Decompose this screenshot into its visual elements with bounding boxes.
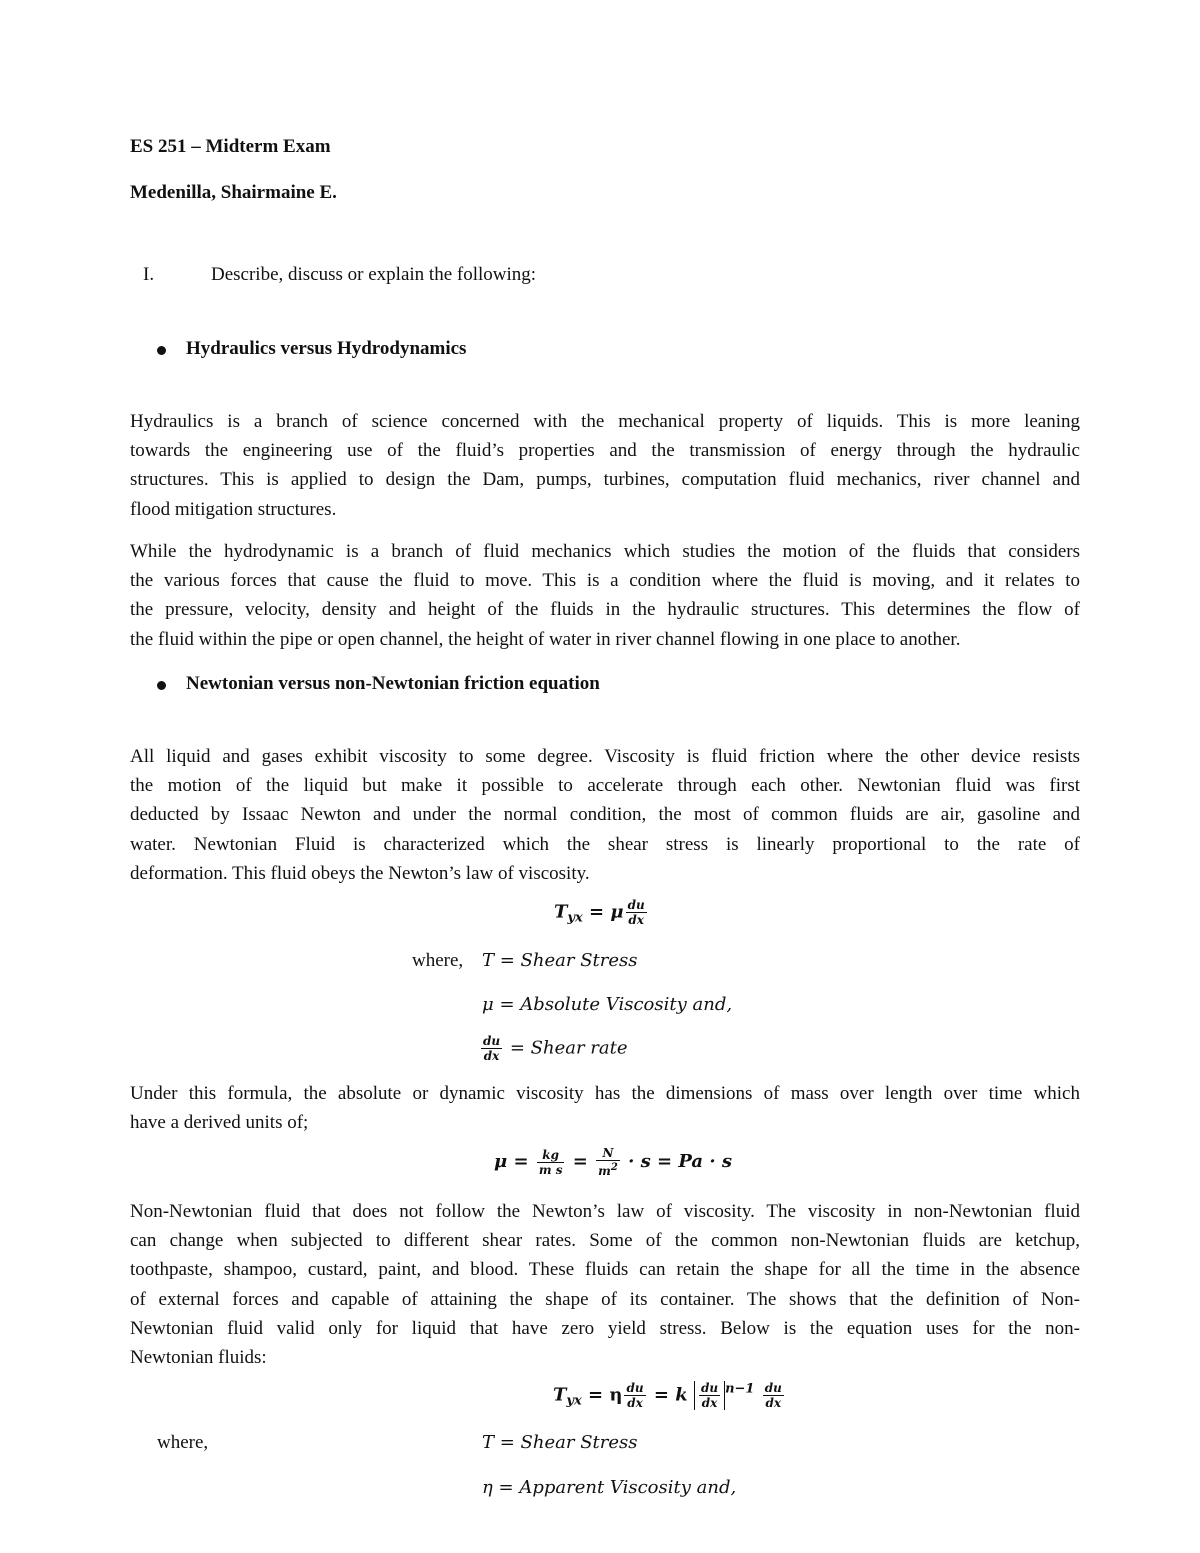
- eq-fraction: [763, 1381, 784, 1410]
- frac-numerator: du: [483, 1034, 501, 1048]
- text-line: can change when subjected to different shear rates. Some of the common non-Newtonian fluids are ketchup,: [130, 1230, 1080, 1252]
- absolute-value: [694, 1381, 725, 1410]
- def-text: = Absolute Viscosity and,: [499, 994, 733, 1015]
- frac-denominator: dx: [483, 1049, 500, 1063]
- text-line: toothpaste, shampoo, custard, paint, and blood. These fluids can retain the shape for all the time in the absence: [130, 1259, 1080, 1281]
- eq-fraction: [596, 1146, 620, 1178]
- def-shear-stress-2: [482, 1432, 637, 1453]
- frac-denominator: [596, 1161, 620, 1178]
- text-line: flood mitigation structures.: [130, 498, 337, 520]
- non-newtonian-equation: [553, 1381, 786, 1410]
- eq-lhs: T: [553, 1384, 567, 1406]
- topic2-paragraph-2: [130, 1079, 1080, 1137]
- def-symbol: η: [482, 1477, 493, 1498]
- frac-denominator: dx: [701, 1396, 718, 1410]
- frac-numerator: du: [764, 1381, 782, 1395]
- text-line: the pressure, velocity, density and height of the fluids in the hydraulic structures. This determines the flow of: [130, 599, 1080, 621]
- eq-sign: =: [572, 1151, 588, 1172]
- text-line: structures. This is applied to design the Dam, pumps, turbines, computation fluid mechanics, river channel and: [130, 469, 1080, 491]
- eq-sign: = η: [588, 1384, 623, 1406]
- eq-sign-k: = k: [653, 1384, 688, 1406]
- newton-law-equation: [554, 898, 649, 927]
- text-line: deformation. This fluid obeys the Newton’s law of viscosity.: [130, 862, 590, 884]
- topic1-paragraph-1: [130, 407, 1080, 524]
- eq-sign: =: [589, 901, 605, 923]
- frac-denominator: dx: [627, 1396, 643, 1410]
- topic1-paragraph-2: [130, 537, 1080, 654]
- text-line: Under this formula, the absolute or dynamic viscosity has the dimensions of mass over length over time which: [130, 1083, 1080, 1104]
- def-absolute-viscosity: [482, 994, 732, 1015]
- eq-lhs: T: [554, 901, 568, 923]
- eq-coefficient: μ: [610, 901, 624, 923]
- topic2-paragraph-3: [130, 1197, 1080, 1372]
- text-line: of external forces and capable of attaining the shape of its container. The shows that the definition of Non-: [130, 1288, 1080, 1310]
- def-apparent-viscosity: [482, 1477, 736, 1498]
- text-line: All liquid and gases exhibit viscosity to some degree. Viscosity is fluid friction where the other device resists: [130, 746, 1080, 767]
- eq-fraction: [699, 1381, 720, 1410]
- def-fraction: [481, 1034, 502, 1063]
- frac-numerator: du: [627, 898, 645, 912]
- text-line: Newtonian fluids:: [130, 1346, 267, 1368]
- section-number: I.: [143, 264, 155, 285]
- def-text: = Shear Stress: [499, 1432, 638, 1453]
- def-text: = Shear Stress: [499, 950, 638, 971]
- denominator-exponent: 2: [610, 1162, 618, 1173]
- frac-denominator: m s: [538, 1162, 563, 1177]
- text-line: Newtonian fluid valid only for liquid that have zero yield stress. Below is the equation uses for the non-: [130, 1317, 1080, 1339]
- def-text: = Apparent Viscosity and,: [498, 1477, 737, 1498]
- viscosity-units-equation: [494, 1146, 732, 1178]
- section-instruction: Describe, discuss or explain the following:: [211, 264, 537, 285]
- frac-numerator: du: [700, 1381, 719, 1395]
- where-label: where,: [412, 950, 464, 971]
- text-line: Non-Newtonian fluid that does not follow the Newton’s law of viscosity. The viscosity in non-Newtonian fluid: [130, 1201, 1080, 1222]
- frac-denominator: dx: [628, 913, 644, 927]
- text-line: the motion of the liquid but make it possible to accelerate through each other. Newtonian fluid was first: [130, 775, 1080, 797]
- eq-lhs: μ =: [494, 1151, 529, 1172]
- frac-numerator: N: [596, 1146, 620, 1161]
- denominator-base: m: [598, 1164, 611, 1178]
- text-line: water. Newtonian Fluid is characterized which the shear stress is linearly proportional to the rate of: [130, 833, 1080, 855]
- eq-fraction: [624, 1381, 645, 1410]
- text-line: have a derived units of;: [130, 1112, 309, 1134]
- eq-fraction: [626, 898, 647, 927]
- text-line: towards the engineering use of the fluid’s properties and the transmission of energy through the hydraulic: [130, 440, 1080, 462]
- course-title: ES 251 – Midterm Exam: [130, 136, 331, 157]
- eq-exponent: n−1: [725, 1381, 755, 1397]
- def-text: = Shear rate: [509, 1037, 628, 1059]
- text-line: the fluid within the pipe or open channel, the height of water in river channel flowing in one place to another.: [130, 628, 961, 650]
- topic1-heading: Hydraulics versus Hydrodynamics: [186, 338, 467, 359]
- author-name: Medenilla, Shairmaine E.: [130, 182, 337, 203]
- eq-subscript: yx: [566, 1393, 582, 1409]
- eq-fraction: [537, 1148, 565, 1177]
- bullet-dot-icon: [157, 346, 166, 355]
- text-line: While the hydrodynamic is a branch of fluid mechanics which studies the motion of the fluids that considers: [130, 541, 1080, 562]
- frac-numerator: du: [626, 1381, 644, 1395]
- topic2-paragraph-1: [130, 742, 1080, 888]
- def-symbol: T: [482, 1432, 495, 1453]
- def-shear-rate: [479, 1034, 628, 1063]
- def-symbol: μ: [482, 994, 494, 1015]
- where-label: where,: [157, 1432, 209, 1453]
- bullet-dot-icon: [157, 681, 166, 690]
- text-line: deducted by Issaac Newton and under the normal condition, the most of common fluids are air, gasoline and: [130, 804, 1080, 826]
- def-symbol: T: [482, 950, 495, 971]
- def-shear-stress: [482, 950, 637, 971]
- text-line: the various forces that cause the fluid to move. This is a condition where the fluid is moving, and it relates to: [130, 570, 1080, 592]
- frac-denominator: dx: [765, 1396, 782, 1410]
- eq-tail: · s = Pa · s: [628, 1151, 732, 1172]
- frac-numerator: kg: [537, 1148, 565, 1163]
- text-line: Hydraulics is a branch of science concerned with the mechanical property of liquids. This is more leaning: [130, 411, 1080, 432]
- topic2-heading: Newtonian versus non-Newtonian friction equation: [186, 673, 600, 694]
- eq-subscript: yx: [567, 910, 583, 926]
